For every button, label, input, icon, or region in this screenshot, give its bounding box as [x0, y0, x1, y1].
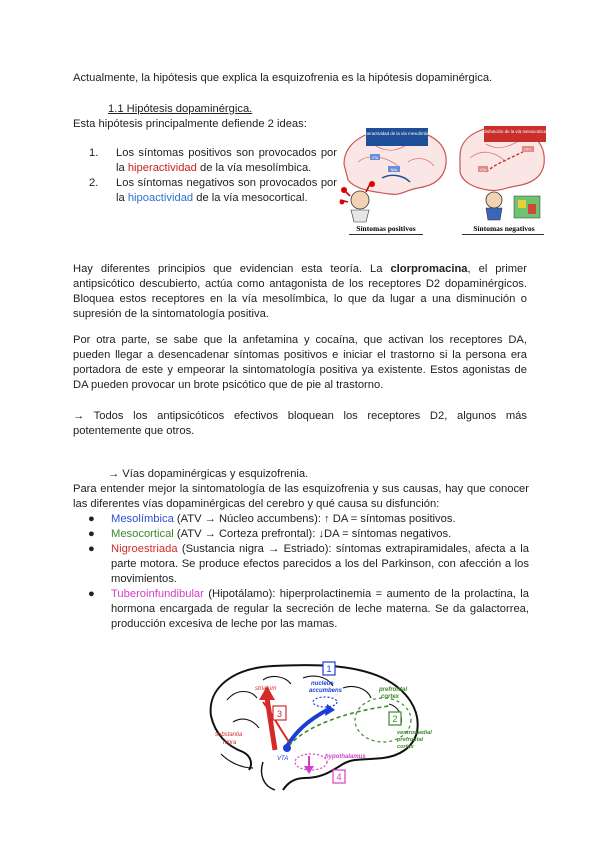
hipoactividad-term: hipoactividad [127, 192, 194, 204]
tuberoinfundibular-term: Tuberoinfundibular [111, 588, 204, 600]
paragraph-clorpromacina [73, 262, 527, 322]
list-text: Los síntomas positivos son provocados por la [116, 147, 337, 174]
nigroestriada-term: Nigroestriada [111, 543, 178, 555]
person-positive-icon [351, 191, 369, 209]
hiperactividad-term: hiperactividad [127, 162, 197, 174]
mesocortical-box-label: Disfunción de la vía mesocortical [482, 129, 548, 134]
caption-negative: Síntomas negativos [473, 224, 535, 233]
list-text: de la vía mesolímbica. [196, 162, 312, 174]
number-1: 1 [326, 664, 332, 674]
mesolimbic-pathway [287, 710, 327, 746]
svg-text:Hiperactividad de la vía mesol [361, 131, 433, 136]
section-lead: Esta hipótesis principalmente defiende 2 ideas: [73, 118, 307, 130]
number-3: 3 [276, 709, 283, 719]
clorpromacina-term: clorpromacina [390, 263, 468, 275]
section-heading-vias: → Vías dopaminérgicas y esquizofrenia. [108, 468, 309, 480]
caption-positive: Síntomas positivos [356, 224, 416, 233]
label-striatum: striatum [255, 686, 277, 692]
figure-symptoms-svg [336, 122, 554, 238]
label-hypothalamus: hypothalamus [325, 754, 366, 760]
list-text: (ATV → Corteza prefrontal): ↓DA = síntomas negativos. [173, 528, 452, 540]
mesolimbic-box-label: Hiperactividad de la vía mesolímbica [361, 131, 433, 136]
tag-pfc: PFC [524, 148, 532, 152]
list-number: 1. [89, 147, 99, 159]
bullet-dot: ● [88, 543, 95, 555]
figure-symptoms [336, 122, 554, 238]
list-item [73, 146, 337, 176]
tv-icon [514, 196, 540, 218]
mesocortical-term: Mesocortical [111, 528, 174, 540]
tag-vta-right: VTA [479, 168, 487, 172]
tag-vta-left: VTA [371, 156, 379, 160]
label-vm-prefrontal: prefrontal [397, 737, 424, 743]
bullet-dot: ● [88, 528, 95, 540]
list-text: Los síntomas negativos son provocados por la [116, 177, 337, 204]
tag-nac: NAc [390, 168, 398, 172]
list-item [73, 587, 529, 632]
label-prefrontal: prefrontal [379, 687, 408, 693]
ideas-list [73, 146, 337, 206]
list-item [73, 542, 529, 587]
figure-pathways-svg [193, 658, 441, 792]
list-text: (Sustancia nigra → Estriado): síntomas extrapiramidales, afecta a la parte motora. Se produce efectos parecidos a los del Parkinson, con afección a los movimientos. [111, 543, 529, 585]
pathways-list [73, 512, 529, 632]
intro-text: Actualmente, la hipótesis que explica la esquizofrenia es la hipótesis dopaminérgica. [73, 72, 493, 84]
list-text: de la vía mesocortical. [193, 192, 308, 204]
label-cortex: cortex [381, 694, 400, 700]
vta-dot [283, 744, 291, 752]
figure-pathways [193, 658, 441, 792]
paragraph-agonistas: Por otra parte, se sabe que la anfetamina y cocaína, que activan los receptores DA, pueden llegar a desencadenar síntomas positivos e iniciar el trastorno si la persona era portadora de este y empeorar la sintomatología positiva ya existente. Estos agonistas de DA pueden provocar un brote psicótico que de pie al trastorno. [73, 334, 527, 391]
svg-text:Disfunción de la vía mesocorti [483, 129, 547, 134]
para-text: , el primer antipsicótico descubierto, actúa como antagonista de los receptores D2 dopaminérgicos. Bloquea estos receptores en la vía mesolímbica, lo que da lugar a una disminución o supresión de la sintomatología positiva. [73, 263, 527, 320]
label-nigra: nigra [223, 740, 237, 746]
list-item [73, 512, 529, 527]
list-text: (Hipotálamo): hiperprolactinemia = aumento de la prolactina, la hormona encargada de regular la secreción de leche materna. Se da galactorrea, producción excesiva de leche por las mamas. [111, 588, 529, 630]
bullet-dot: ● [88, 513, 95, 525]
para-text: Hay diferentes principios que evidencian esta teoría. La [73, 263, 391, 275]
label-nucleus: nucleus [311, 681, 334, 687]
label-ventromedial: ventromedial [397, 730, 432, 736]
label-vta: VTA [277, 756, 289, 762]
list-number: 2. [89, 177, 99, 189]
list-item [73, 176, 337, 206]
person-negative-icon [486, 192, 502, 208]
list-text: (ATV → Núcleo accumbens): ↑ DA = síntomas positivos. [173, 513, 456, 525]
number-2: 2 [392, 714, 398, 724]
section-heading-hipotesis: 1.1 Hipótesis dopaminérgica. [108, 103, 253, 115]
label-accumbens: accumbens [309, 688, 343, 694]
number-4: 4 [336, 772, 342, 782]
mesolimbica-term: Mesolímbica [111, 513, 174, 525]
list-item [73, 527, 529, 542]
label-substantia: substantia [215, 732, 243, 738]
bullet-dot: ● [88, 588, 95, 600]
section2-lead: Para entender mejor la sintomatología de las esquizofrenia y sus causas, hay que conocer las diferentes vías dopaminérgicas del cerebro y qué causa su disfunción: [73, 483, 529, 510]
paragraph-antipsicoticos: → Todos los antipsicóticos efectivos bloquean los receptores D2, algunos más potentemente que otros. [73, 410, 527, 437]
label-vm-cortex: cortex [397, 744, 414, 750]
